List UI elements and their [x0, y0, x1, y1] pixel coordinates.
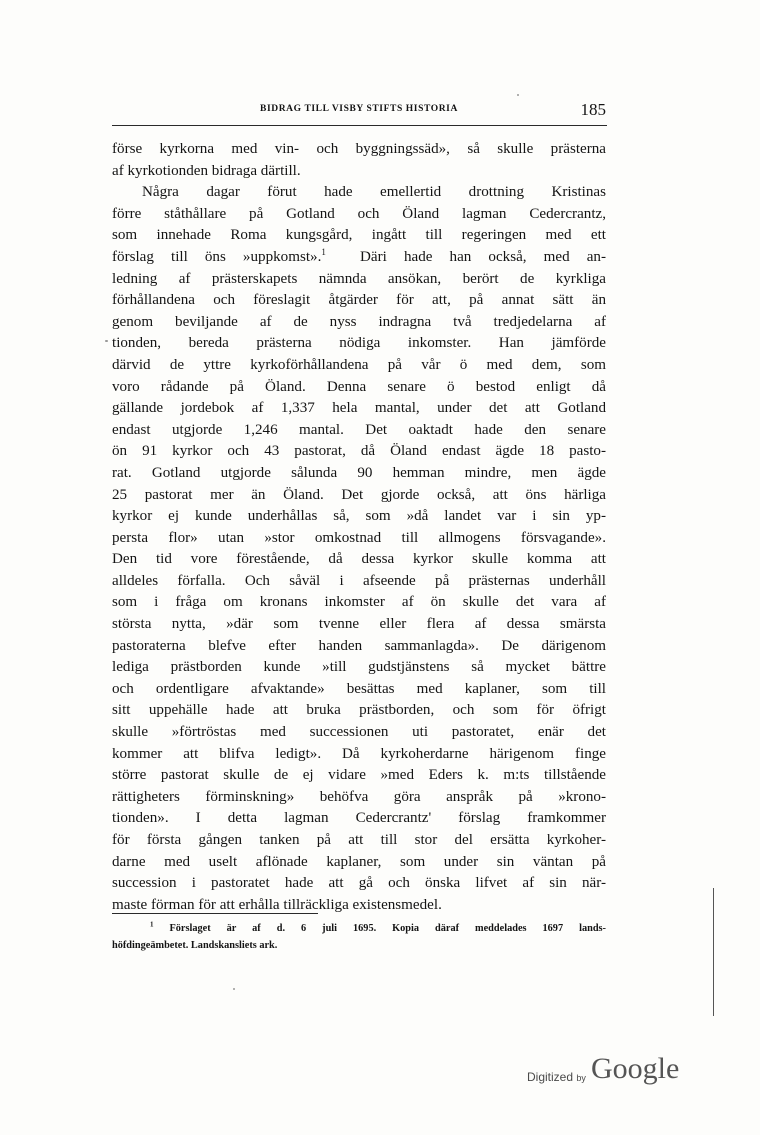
- footnote-text: Förslaget är af d. 6 juli 1695. Kopia däraf meddelades 1697 lands-: [169, 923, 606, 934]
- text-line: Några dagar förut hade emellertid drottning Kristinas: [142, 184, 606, 201]
- page-header: [112, 100, 606, 122]
- text-line: persta flor» utan »stor omkostnad till allmogens försvagande».: [112, 529, 606, 546]
- text-line: större pastorat skulle de ej vidare »med Eders k. m:ts tillstående: [112, 767, 606, 784]
- text-line: rättigheters förminskning» behöfva göra anspråk på »krono-: [112, 788, 606, 805]
- text-fragment: förslag till öns »uppkomst».: [112, 248, 322, 265]
- scan-margin-line: [713, 888, 714, 1016]
- text-line: pastoraterna blefve efter handen sammanlagda». De därigenom: [112, 637, 606, 654]
- footnote-number: 1: [150, 920, 154, 929]
- text-line: alldeles förfalla. Och såväl i afseende på prästernas underhåll: [112, 572, 606, 589]
- text-fragment: Däri hade han också, med an-: [360, 248, 606, 265]
- text-line: ledning af prästerskapets nämnda ansökan, berört de kyrkliga: [112, 270, 606, 287]
- text-line: tionden, bereda prästerna nödiga inkomster. Han jämförde: [112, 335, 606, 352]
- text-line: sitt uppehälle hade att bruka prästborden, och som för öfrigt: [112, 702, 606, 719]
- scan-speck: [233, 988, 235, 990]
- text-line: kommer att blifva ledigt». Då kyrkoherdarne härigenom finge: [112, 745, 606, 762]
- google-logo: Google: [591, 1052, 680, 1085]
- text-line: förhållandena och föreslagit åtgärder för att, på annat sätt än: [112, 292, 606, 309]
- text-line: 25 pastorat mer än Öland. Det gjorde också, att öns härliga: [112, 486, 606, 503]
- text-line-with-footnote: [112, 247, 606, 269]
- text-line: endast utgjorde 1,246 mantal. Det oaktadt hade den senare: [112, 421, 606, 438]
- watermark-caption: [527, 1070, 586, 1084]
- text-line: förre ståthållare på Gotland och Öland lagman Cedercrantz,: [112, 205, 606, 222]
- footnote-line: [112, 920, 606, 937]
- header-rule: [112, 125, 607, 126]
- text-line: Den tid vore förestående, då dessa kyrkor skulle komma att: [112, 551, 606, 568]
- text-line: darne med uselt aflönade kaplaner, som under sin väntan på: [112, 853, 606, 870]
- watermark-digitized: Digitized: [527, 1070, 574, 1084]
- text-line: som innehade Roma kungsgård, ingått till regeringen med ett: [112, 227, 606, 244]
- text-line: och ordentligare afvaktande» besättas med kaplaner, som till: [112, 680, 606, 697]
- footnote-reference: 1: [321, 246, 326, 257]
- text-line: som i fråga om kronans inkomster af ön skulle det vara af: [112, 594, 606, 611]
- text-line: gällande jordebok af 1,337 hela mantal, under det att Gotland: [112, 400, 606, 417]
- text-line: genom beviljande af de nyss indragna två tredjedelarna af: [112, 313, 606, 330]
- text-line: ön 91 kyrkor och 43 pastorat, då Öland endast ägde 18 pasto-: [112, 443, 606, 460]
- text-line: största nytta, »där som tvenne eller flera af dessa smärsta: [112, 616, 606, 633]
- text-line: kyrkor ej kunde underhållas så, som »då landet var i sin yp-: [112, 508, 606, 525]
- running-title: BIDRAG TILL VISBY STIFTS HISTORIA: [260, 104, 458, 114]
- text-line: rat. Gotland utgjorde sålunda 90 hemman mindre, men ägde: [112, 464, 606, 481]
- text-line: lediga prästborden kunde »till gudstjänstens så mycket bättre: [112, 659, 606, 676]
- body-text: [112, 139, 606, 916]
- text-line: därvid de yttre kyrkoförhållandena på vår ö med dem, som: [112, 356, 606, 373]
- watermark-by: by: [576, 1073, 586, 1083]
- text-line: för första gången tanken på att till stor del ersätta kyrkoher-: [112, 832, 606, 848]
- text-line: maste förman för att erhålla tillräckliga existensmedel.: [112, 896, 442, 913]
- text-line: af kyrkotionden bidraga därtill.: [112, 162, 301, 179]
- footnote-line: höfdingeämbetet. Landskansliets ark.: [112, 940, 278, 951]
- text-line: succession i pastoratet hade att gå och önska lifvet af sin när-: [112, 875, 606, 892]
- footnote-rule: [112, 913, 318, 914]
- text-line: skulle »förtröstas med successionen uti pastoratet, enär det: [112, 724, 606, 741]
- footnote: [112, 920, 606, 954]
- page-number: 185: [580, 100, 606, 119]
- text-line: tionden». I detta lagman Cedercrantz' förslag framkommer: [112, 810, 606, 827]
- scan-speck: [105, 340, 108, 342]
- scan-speck: [517, 94, 519, 96]
- text-line: förse kyrkorna med vin- och byggningssäd», så skulle prästerna: [112, 141, 606, 157]
- text-line: voro rådande på Öland. Denna senare ö bestod enligt då: [112, 378, 606, 395]
